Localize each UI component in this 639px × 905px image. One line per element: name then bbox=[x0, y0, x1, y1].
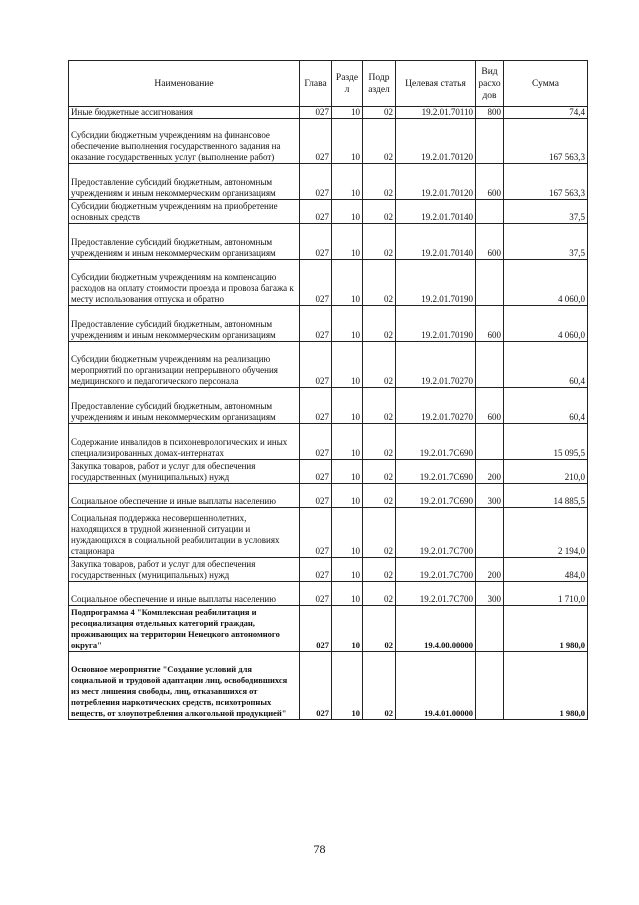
cell-sum: 15 095,5 bbox=[504, 424, 588, 460]
cell-name: Предоставление субсидий бюджетным, автономным учреждениям и иным некоммерческим организациям bbox=[69, 164, 300, 200]
cell-type: 600 bbox=[476, 388, 504, 424]
cell-type bbox=[476, 119, 504, 164]
cell-subsection: 02 bbox=[363, 558, 396, 582]
cell-subsection: 02 bbox=[363, 606, 396, 652]
cell-type: 800 bbox=[476, 107, 504, 119]
cell-type: 600 bbox=[476, 224, 504, 260]
cell-target: 19.2.01.7С690 bbox=[396, 424, 476, 460]
cell-type bbox=[476, 200, 504, 224]
cell-subsection: 02 bbox=[363, 164, 396, 200]
cell-type: 300 bbox=[476, 582, 504, 606]
table-row bbox=[69, 424, 588, 460]
table-row bbox=[69, 508, 588, 558]
header-section: Разде л bbox=[332, 61, 363, 107]
table-row bbox=[69, 342, 588, 388]
cell-name: Социальное обеспечение и иные выплаты населению bbox=[69, 484, 300, 508]
cell-sum: 60,4 bbox=[504, 342, 588, 388]
cell-chapter: 027 bbox=[300, 306, 332, 342]
table-row bbox=[69, 652, 588, 720]
cell-section: 10 bbox=[332, 224, 363, 260]
cell-sum: 2 194,0 bbox=[504, 508, 588, 558]
cell-section: 10 bbox=[332, 119, 363, 164]
cell-chapter: 027 bbox=[300, 164, 332, 200]
cell-type bbox=[476, 342, 504, 388]
table-row bbox=[69, 460, 588, 484]
cell-chapter: 027 bbox=[300, 224, 332, 260]
table-row bbox=[69, 200, 588, 224]
cell-sum: 4 060,0 bbox=[504, 260, 588, 306]
cell-subsection: 02 bbox=[363, 508, 396, 558]
cell-section: 10 bbox=[332, 342, 363, 388]
cell-target: 19.2.01.7С700 bbox=[396, 508, 476, 558]
cell-target: 19.2.01.70190 bbox=[396, 260, 476, 306]
cell-section: 10 bbox=[332, 424, 363, 460]
cell-name: Социальное обеспечение и иные выплаты населению bbox=[69, 582, 300, 606]
cell-subsection: 02 bbox=[363, 200, 396, 224]
cell-section: 10 bbox=[332, 388, 363, 424]
cell-chapter: 027 bbox=[300, 388, 332, 424]
cell-sum: 14 885,5 bbox=[504, 484, 588, 508]
cell-name: Субсидии бюджетным учреждениям на приобретение основных средств bbox=[69, 200, 300, 224]
cell-chapter: 027 bbox=[300, 460, 332, 484]
cell-chapter: 027 bbox=[300, 484, 332, 508]
cell-section: 10 bbox=[332, 460, 363, 484]
cell-target: 19.2.01.70120 bbox=[396, 164, 476, 200]
cell-name: Закупка товаров, работ и услуг для обеспечения государственных (муниципальных) нужд bbox=[69, 558, 300, 582]
cell-type bbox=[476, 606, 504, 652]
cell-type bbox=[476, 652, 504, 720]
cell-sum: 1 980,0 bbox=[504, 606, 588, 652]
header-sum: Сумма bbox=[504, 61, 588, 107]
cell-target: 19.4.00.00000 bbox=[396, 606, 476, 652]
cell-name: Социальная поддержка несовершеннолетних, находящихся в трудной жизненной ситуации и нуждающихся в социальной реабилитации в условиях стационара bbox=[69, 508, 300, 558]
cell-sum: 484,0 bbox=[504, 558, 588, 582]
header-target: Целевая статья bbox=[396, 61, 476, 107]
cell-section: 10 bbox=[332, 260, 363, 306]
cell-name: Иные бюджетные ассигнования bbox=[69, 107, 300, 119]
cell-chapter: 027 bbox=[300, 260, 332, 306]
cell-sum: 74,4 bbox=[504, 107, 588, 119]
header-name: Наименование bbox=[69, 61, 300, 107]
cell-subsection: 02 bbox=[363, 652, 396, 720]
cell-section: 10 bbox=[332, 200, 363, 224]
cell-subsection: 02 bbox=[363, 306, 396, 342]
cell-sum: 1 710,0 bbox=[504, 582, 588, 606]
cell-target: 19.2.01.70270 bbox=[396, 388, 476, 424]
cell-name: Предоставление субсидий бюджетным, автономным учреждениям и иным некоммерческим организациям bbox=[69, 224, 300, 260]
cell-sum: 167 563,3 bbox=[504, 164, 588, 200]
cell-sum: 37,5 bbox=[504, 200, 588, 224]
cell-chapter: 027 bbox=[300, 342, 332, 388]
cell-section: 10 bbox=[332, 606, 363, 652]
cell-chapter: 027 bbox=[300, 200, 332, 224]
table-header-row bbox=[69, 61, 588, 107]
cell-chapter: 027 bbox=[300, 424, 332, 460]
cell-subsection: 02 bbox=[363, 107, 396, 119]
cell-subsection: 02 bbox=[363, 260, 396, 306]
cell-chapter: 027 bbox=[300, 119, 332, 164]
cell-name: Закупка товаров, работ и услуг для обеспечения государственных (муниципальных) нужд bbox=[69, 460, 300, 484]
table-row bbox=[69, 164, 588, 200]
cell-subsection: 02 bbox=[363, 224, 396, 260]
cell-subsection: 02 bbox=[363, 460, 396, 484]
cell-target: 19.2.01.70190 bbox=[396, 306, 476, 342]
cell-name: Подпрограмма 4 "Комплексная реабилитация и ресоциализация отдельных категорий граждан, проживающих на территории Ненецкого автономного округа" bbox=[69, 606, 300, 652]
budget-table bbox=[68, 60, 588, 720]
cell-chapter: 027 bbox=[300, 558, 332, 582]
table-row bbox=[69, 582, 588, 606]
table-row bbox=[69, 224, 588, 260]
cell-section: 10 bbox=[332, 582, 363, 606]
cell-subsection: 02 bbox=[363, 484, 396, 508]
cell-sum: 37,5 bbox=[504, 224, 588, 260]
cell-target: 19.2.01.70270 bbox=[396, 342, 476, 388]
cell-type: 600 bbox=[476, 306, 504, 342]
cell-target: 19.2.01.7С690 bbox=[396, 484, 476, 508]
cell-name: Предоставление субсидий бюджетным, автономным учреждениям и иным некоммерческим организациям bbox=[69, 306, 300, 342]
cell-sum: 1 980,0 bbox=[504, 652, 588, 720]
cell-section: 10 bbox=[332, 484, 363, 508]
cell-subsection: 02 bbox=[363, 119, 396, 164]
cell-sum: 60,4 bbox=[504, 388, 588, 424]
cell-type bbox=[476, 508, 504, 558]
cell-type: 600 bbox=[476, 164, 504, 200]
cell-name: Основное мероприятие "Создание условий для социальной и трудовой адаптации лиц, освободившихся из мест лишения свободы, лиц, отказавшихся от потребления наркотических средств, психотропных веществ, от злоупотребления алкогольной продукцией" bbox=[69, 652, 300, 720]
cell-target: 19.2.01.7С700 bbox=[396, 582, 476, 606]
cell-target: 19.2.01.7С700 bbox=[396, 558, 476, 582]
cell-type: 200 bbox=[476, 558, 504, 582]
cell-target: 19.2.01.7С690 bbox=[396, 460, 476, 484]
cell-section: 10 bbox=[332, 164, 363, 200]
cell-type: 300 bbox=[476, 484, 504, 508]
cell-target: 19.2.01.70140 bbox=[396, 200, 476, 224]
cell-section: 10 bbox=[332, 306, 363, 342]
cell-target: 19.2.01.70110 bbox=[396, 107, 476, 119]
table-row bbox=[69, 558, 588, 582]
table-row bbox=[69, 260, 588, 306]
table-row bbox=[69, 606, 588, 652]
table-row bbox=[69, 484, 588, 508]
cell-sum: 4 060,0 bbox=[504, 306, 588, 342]
table-row bbox=[69, 107, 588, 119]
cell-section: 10 bbox=[332, 652, 363, 720]
cell-target: 19.2.01.70140 bbox=[396, 224, 476, 260]
cell-sum: 210,0 bbox=[504, 460, 588, 484]
cell-subsection: 02 bbox=[363, 424, 396, 460]
cell-name: Субсидии бюджетным учреждениям на компенсацию расходов на оплату стоимости проезда и провоза багажа к месту использования отпуска и обратно bbox=[69, 260, 300, 306]
cell-section: 10 bbox=[332, 508, 363, 558]
cell-type: 200 bbox=[476, 460, 504, 484]
cell-chapter: 027 bbox=[300, 606, 332, 652]
cell-name: Субсидии бюджетным учреждениям на реализацию мероприятий по организации непрерывного обучения медицинского и педагогического персонала bbox=[69, 342, 300, 388]
cell-subsection: 02 bbox=[363, 342, 396, 388]
cell-chapter: 027 bbox=[300, 652, 332, 720]
table-row bbox=[69, 306, 588, 342]
cell-chapter: 027 bbox=[300, 107, 332, 119]
header-subsection: Подр аздел bbox=[363, 61, 396, 107]
cell-sum: 167 563,3 bbox=[504, 119, 588, 164]
cell-name: Предоставление субсидий бюджетным, автономным учреждениям и иным некоммерческим организациям bbox=[69, 388, 300, 424]
table-row bbox=[69, 388, 588, 424]
cell-subsection: 02 bbox=[363, 388, 396, 424]
page-number: 78 bbox=[313, 842, 326, 856]
cell-type bbox=[476, 424, 504, 460]
cell-name: Содержание инвалидов в психоневрологических и иных специализированных домах-интернатах bbox=[69, 424, 300, 460]
cell-chapter: 027 bbox=[300, 508, 332, 558]
cell-target: 19.4.01.00000 bbox=[396, 652, 476, 720]
cell-type bbox=[476, 260, 504, 306]
cell-section: 10 bbox=[332, 107, 363, 119]
cell-subsection: 02 bbox=[363, 582, 396, 606]
table-row bbox=[69, 119, 588, 164]
cell-chapter: 027 bbox=[300, 582, 332, 606]
cell-name: Субсидии бюджетным учреждениям на финансовое обеспечение выполнения государственного задания на оказание государственных услуг (выполнение работ) bbox=[69, 119, 300, 164]
header-chapter: Глава bbox=[300, 61, 332, 107]
cell-section: 10 bbox=[332, 558, 363, 582]
header-type: Вид расхо дов bbox=[476, 61, 504, 107]
cell-target: 19.2.01.70120 bbox=[396, 119, 476, 164]
